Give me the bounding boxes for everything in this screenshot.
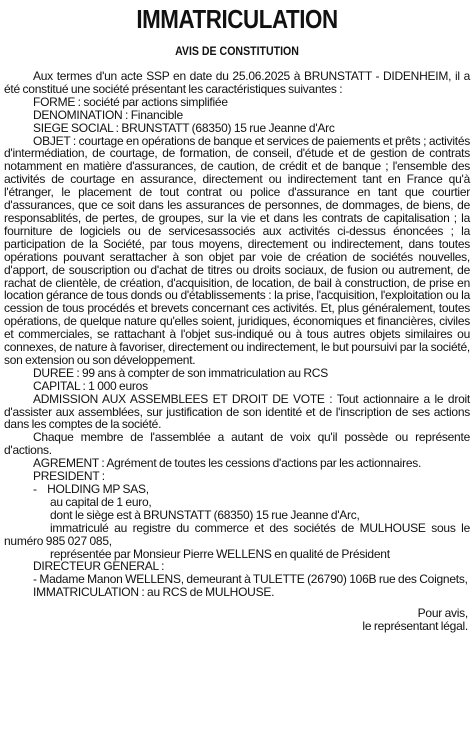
president-representative: représentée par Monsieur Pierre WELLENS en qualité de Président: [50, 546, 390, 561]
agrement-line: AGREMENT : Agrément de toutes les cessions d'actions par les actionnaires.: [33, 456, 422, 471]
denomination-line: DENOMINATION : Financible: [33, 107, 183, 122]
dg-heading: DIRECTEUR GENERAL :: [33, 559, 165, 574]
forme-line: FORME : société par actions simplifiée: [33, 94, 228, 109]
immatriculation-line: IMMATRICULATION : au RCS de MULHOUSE.: [33, 585, 275, 600]
notice-title: IMMATRICULATION: [136, 4, 338, 34]
intro-paragraph: Aux termes d'un acte SSP en date du 25.06.2025 à BRUNSTATT - DIDENHEIM, il a été constitué une société présentant les caractéristiques suivantes :: [4, 69, 470, 96]
closing-line-1: Pour avis,: [417, 606, 468, 621]
president-rcs: immatriculé au registre du commerce et des sociétés de MULHOUSE sous le numéro 985 027 085,: [4, 520, 470, 548]
siege-line: SIEGE SOCIAL : BRUNSTATT (68350) 15 rue Jeanne d'Arc: [33, 120, 335, 135]
duree-line: DUREE : 99 ans à compter de son immatriculation au RCS: [33, 365, 328, 380]
president-siege: dont le siège est à BRUNSTATT (68350) 15 rue Jeanne d'Arc,: [50, 507, 360, 522]
president-name: - HOLDING MP SAS,: [33, 482, 149, 496]
capital-line: CAPITAL : 1 000 euros: [33, 378, 148, 393]
vote-paragraph: Chaque membre de l'assemblée a autant de voix qu'il possède ou représente d'actions.: [4, 430, 470, 458]
president-heading: PRESIDENT :: [33, 469, 105, 484]
closing-line-2: le représentant légal.: [362, 619, 468, 634]
notice-subtitle: AVIS DE CONSTITUTION: [175, 46, 299, 58]
notice-body: [4, 70, 470, 633]
dg-name: - Madame Manon WELLENS, demeurant à TULETTE (26790) 106B rue des Coignets,: [33, 572, 468, 587]
admission-paragraph: ADMISSION AUX ASSEMBLEES ET DROIT DE VOTE : Tout actionnaire a le droit d'assister aux assemblées, sur justification de son identité et de l'inscription de ses actions dans les comptes de la société.: [4, 391, 470, 432]
objet-paragraph: OBJET : courtage en opérations de banque et services de paiements et prêts ; activités d'intermédiation, de courtage, de formation, de conseil, d'étude et de gestion de contrats notamment en matière d'assurances, de caution, de crédit et de banque ; l'ensemble des activités de courtage en assurance, directement ou indirectement tant en France qu'à l'étranger, le placement de tout contrat ou police d'assurance en tant que courtier d'assurances, que ce soit dans les assurances de personnes, de dommages, de biens, de responsablités, de pertes, de groupes, sur la vie et dans les contrats de capitalisation ; la fourniture de logiciels ou de servicesassociés aux activités ci-dessus énoncées ; la participation de la Société, par tous moyens, directement ou indirectement, dans toutes opérations pouvant serattacher à son objet par voie de création de sociétés nouvelles, d'apport, de souscription ou d'achat de titres ou droits sociaux, de fusion ou autrement, de rachat de clientèle, de création, d'acquisition, de location, de bail à construction, de prise en location gérance de tous donds ou d'établissements : la prise, l'acquisition, l'exploitation ou la cession de tous procédés et brevets concernant ces activités. Et, plus généralement, toutes opérations, de quelque nature qu'elles soient, juridiques, économiques et financières, civiles et commerciales, se rattachant à l'objet sus-indiqué ou à tous autres objets similaires ou connexes, de nature à favoriser, directement ou indirectement, le but poursuivi par la société, son extension ou son développement.: [4, 133, 470, 367]
president-capital: au capital de 1 euro,: [50, 494, 152, 509]
